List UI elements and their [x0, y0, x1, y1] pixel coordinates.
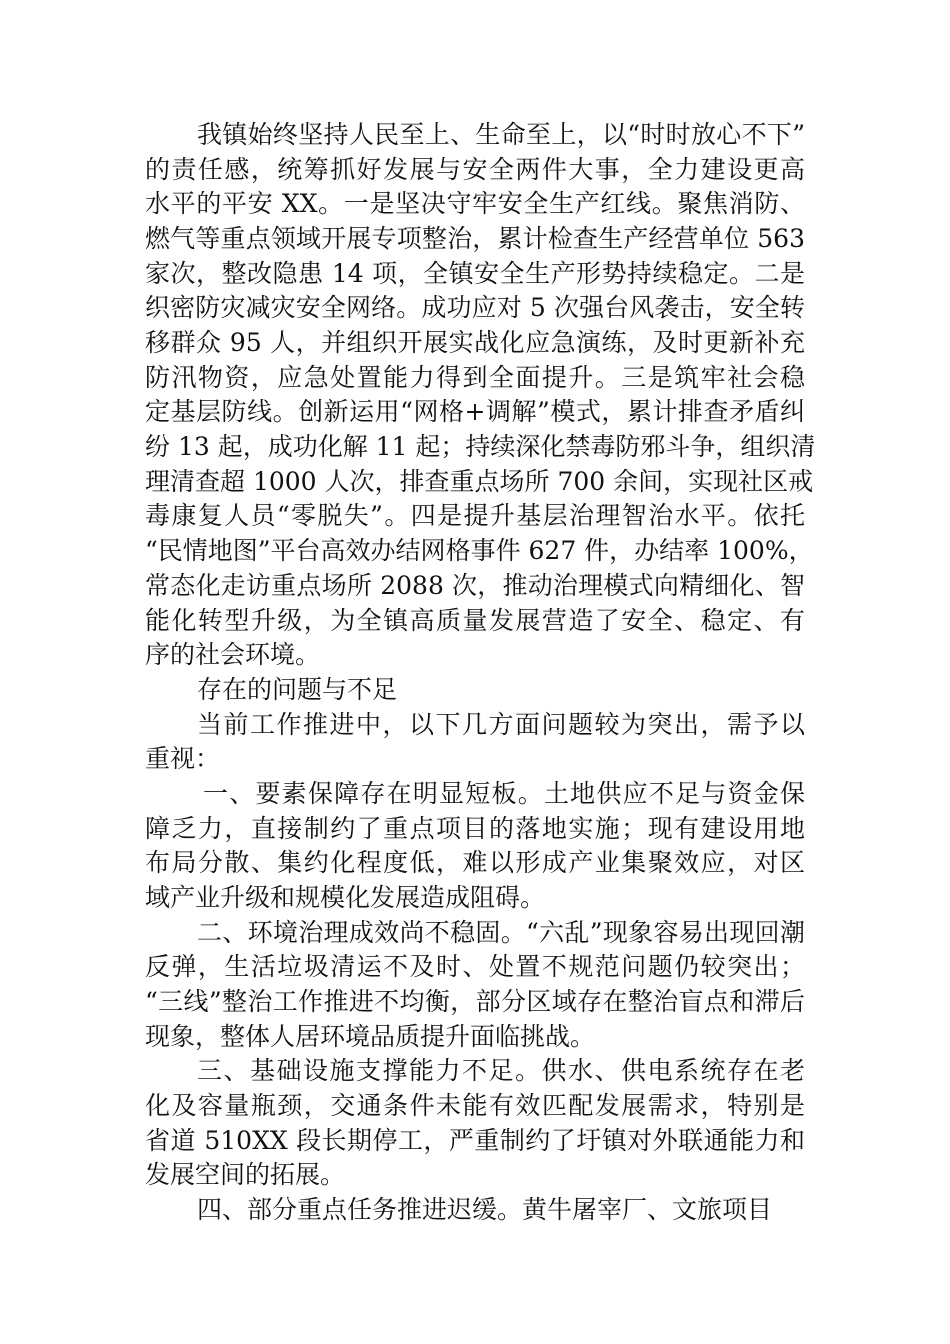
paragraph-0-line: 毒康复人员“零脱失”。四是提升基层治理智治水平。依托	[145, 501, 805, 531]
paragraph-6-line: 四、部分重点任务推进迟缓。黄牛屠宰厂、文旅项目	[197, 1195, 773, 1225]
paragraph-3-line: 域产业升级和规模化发展造成阻碍。	[145, 882, 546, 912]
paragraph-0-line: 纷 13 起，成功化解 11 起；持续深化禁毒防邪斗争，组织清	[145, 432, 816, 462]
paragraph-0-line: 定基层防线。创新运用“网格+调解”模式，累计排查矛盾纠	[145, 397, 805, 427]
paragraph-4-line: 二、环境治理成效尚不稳固。“六乱”现象容易出现回潮	[197, 917, 805, 947]
paragraph-0-line: 燃气等重点领域开展专项整治，累计检查生产经营单位 563	[145, 224, 805, 254]
paragraph-5-line: 发展空间的拓展。	[145, 1160, 346, 1190]
paragraph-2-line: 重视：	[145, 744, 221, 774]
paragraph-2-line: 当前工作推进中，以下几方面问题较为突出，需予以	[197, 709, 805, 739]
paragraph-0-line: 能化转型升级，为全镇高质量发展营造了安全、稳定、有	[145, 605, 805, 635]
paragraph-3-line: 障乏力，直接制约了重点项目的落地实施；现有建设用地	[145, 813, 805, 843]
paragraph-4-line: “三线”整治工作推进不均衡，部分区域存在整治盲点和滞后	[145, 987, 805, 1016]
paragraph-1-line: 存在的问题与不足	[197, 674, 398, 704]
paragraph-0-line: 移群众 95 人，并组织开展实战化应急演练，及时更新补充	[145, 328, 805, 358]
paragraph-0-line: “民情地图”平台高效办结网格事件 627 件，办结率 100%，	[145, 536, 814, 566]
paragraph-0-line: 理清查超 1000 人次，排查重点场所 700 余间，实现社区戒	[145, 466, 814, 496]
paragraph-3-line: 一、要素保障存在明显短板。土地供应不足与资金保	[203, 778, 805, 808]
paragraph-0-line: 织密防灾减灾安全网络。成功应对 5 次强台风袭击，安全转	[145, 293, 805, 323]
paragraph-0-line: 水平的平安 XX。一是坚决守牢安全生产红线。聚焦消防、	[145, 189, 805, 219]
paragraph-4-line: 现象，整体人居环境品质提升面临挑战。	[145, 1021, 596, 1051]
paragraph-5-line: 三、基础设施支撑能力不足。供水、供电系统存在老	[197, 1056, 805, 1086]
paragraph-0-line: 常态化走访重点场所 2088 次，推动治理模式向精细化、智	[145, 570, 805, 600]
paragraph-5-line: 省道 510XX 段长期停工，严重制约了圩镇对外联通能力和	[145, 1125, 805, 1155]
paragraph-0-line: 序的社会环境。	[145, 640, 321, 670]
paragraph-0-line: 防汛物资，应急处置能力得到全面提升。三是筑牢社会稳	[145, 362, 805, 392]
paragraph-0-line: 家次，整改隐患 14 项，全镇安全生产形势持续稳定。二是	[145, 258, 805, 288]
paragraph-4-line: 反弹，生活垃圾清运不及时、处置不规范问题仍较突出；	[145, 952, 805, 982]
paragraph-3-line: 布局分散、集约化程度低，难以形成产业集聚效应，对区	[145, 848, 805, 878]
paragraph-0-line: 我镇始终坚持人民至上、生命至上，以“时时放心不下”	[197, 120, 805, 149]
paragraph-0-line: 的责任感，统筹抓好发展与安全两件大事，全力建设更高	[145, 154, 805, 184]
paragraph-5-line: 化及容量瓶颈，交通条件未能有效匹配发展需求，特别是	[145, 1091, 805, 1121]
